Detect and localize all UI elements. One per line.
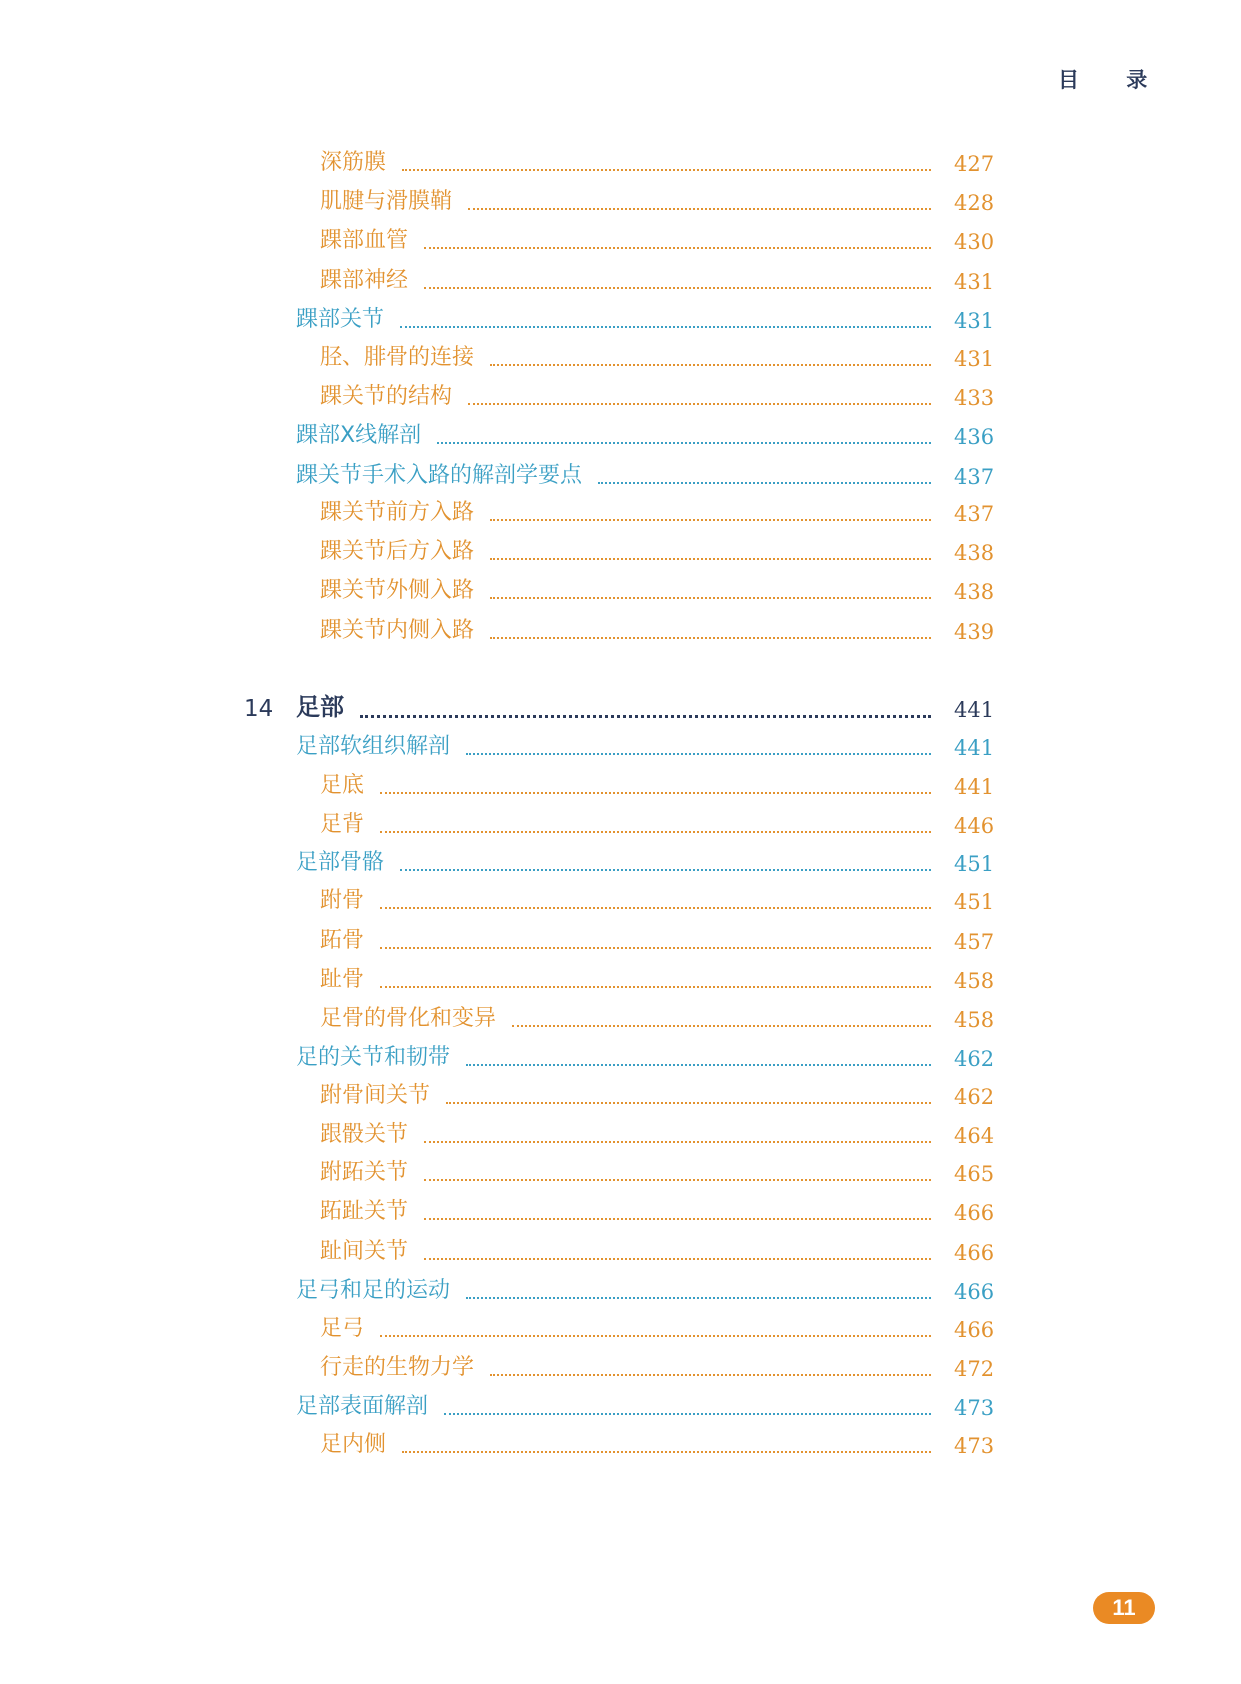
toc-entry-title: 踝部神经 (320, 268, 409, 293)
toc-entry-title: 踝部血管 (320, 228, 409, 253)
toc-entry-page-number: 430 (954, 230, 995, 254)
toc-entry (0, 417, 1241, 453)
toc-entry-title: 踝关节后方入路 (320, 539, 475, 564)
toc-entry-page-number: 427 (954, 152, 995, 176)
toc-entry-title: 跖趾关节 (320, 1199, 409, 1224)
toc-entry-title: 足弓和足的运动 (296, 1278, 451, 1303)
dotted-leader (468, 403, 931, 405)
toc-entry-page-number: 465 (954, 1162, 995, 1186)
toc-entry-page-number: 441 (954, 775, 995, 799)
toc-entry (0, 1077, 1241, 1113)
toc-entry-title: 足部软组织解剖 (296, 734, 451, 759)
toc-entry (0, 961, 1241, 997)
toc-entry-page-number: 457 (954, 930, 995, 954)
toc-entry-page-number: 462 (954, 1085, 995, 1109)
toc-entry-title: 踝部X线解剖 (296, 423, 422, 448)
toc-entry (0, 494, 1241, 530)
toc-entry-title: 跖骨 (320, 928, 365, 953)
toc-entry-title: 足背 (320, 812, 365, 837)
toc-entry-page-number: 436 (954, 425, 995, 449)
dotted-leader (360, 715, 931, 718)
toc-entry (0, 378, 1241, 414)
toc-entry (0, 612, 1241, 648)
toc-entry-page-number: 441 (954, 736, 995, 760)
dotted-leader (446, 1102, 931, 1104)
toc-entry-page-number: 466 (954, 1241, 995, 1265)
toc-entry-title: 踝关节内侧入路 (320, 618, 475, 643)
toc-entry-title: 足骨的骨化和变异 (320, 1006, 497, 1031)
dotted-leader (424, 1141, 931, 1143)
toc-entry-title: 足的关节和韧带 (296, 1045, 451, 1070)
toc-entry-title: 足内侧 (320, 1432, 387, 1457)
toc-entry-page-number: 464 (954, 1124, 995, 1148)
toc-entry (0, 1349, 1241, 1385)
dotted-leader (444, 1413, 931, 1415)
toc-entry (0, 1388, 1241, 1424)
dotted-leader (490, 519, 931, 521)
dotted-leader (380, 907, 931, 909)
toc-entry (0, 1000, 1241, 1036)
toc-entry-title: 足部 (296, 693, 344, 721)
dotted-leader (400, 326, 931, 328)
toc-entry (0, 1116, 1241, 1152)
toc-entry-page-number: 431 (954, 309, 995, 333)
dotted-leader (424, 1179, 931, 1181)
toc-entry (0, 806, 1241, 842)
dotted-leader (380, 986, 931, 988)
dotted-leader (490, 364, 931, 366)
toc-entry (0, 572, 1241, 608)
toc-entry (0, 1193, 1241, 1229)
toc-entry-title: 深筋膜 (320, 150, 387, 175)
page-number-badge: 11 (1093, 1592, 1155, 1624)
toc-entry (0, 301, 1241, 337)
toc-entry-title: 踝关节的结构 (320, 384, 453, 409)
running-header-title: 目 录 (1058, 67, 1168, 92)
toc-entry (0, 767, 1241, 803)
toc-entry-page-number: 431 (954, 347, 995, 371)
toc-entry-page-number: 451 (954, 852, 995, 876)
dotted-leader (424, 247, 931, 249)
toc-entry-page-number: 439 (954, 620, 995, 644)
toc-entry-title: 胫、腓骨的连接 (320, 345, 475, 370)
toc-entry (0, 339, 1241, 375)
toc-entry-page-number: 441 (954, 698, 995, 722)
toc-entry-page-number: 428 (954, 191, 995, 215)
toc-entry (0, 922, 1241, 958)
chapter-number: 14 (244, 696, 274, 722)
toc-entry (0, 457, 1241, 493)
toc-entry-page-number: 451 (954, 890, 995, 914)
toc-entry-page-number: 446 (954, 814, 995, 838)
toc-entry-page-number: 438 (954, 541, 995, 565)
dotted-leader (490, 637, 931, 639)
toc-entry-page-number: 458 (954, 1008, 995, 1032)
toc-entry-page-number: 462 (954, 1047, 995, 1071)
toc-entry-title: 踝部关节 (296, 307, 385, 332)
toc-entry-title: 趾间关节 (320, 1239, 409, 1264)
toc-entry-page-number: 458 (954, 969, 995, 993)
dotted-leader (380, 1335, 931, 1337)
dotted-leader (380, 947, 931, 949)
toc-entry-title: 踝关节前方入路 (320, 500, 475, 525)
toc-entry (0, 262, 1241, 298)
dotted-leader (402, 1451, 931, 1453)
dotted-leader (424, 1218, 931, 1220)
toc-entry-page-number: 438 (954, 580, 995, 604)
toc-entry-page-number: 473 (954, 1396, 995, 1420)
toc-entry-page-number: 466 (954, 1280, 995, 1304)
toc-entry (0, 690, 1241, 726)
toc-entry (0, 1154, 1241, 1190)
toc-entry-page-number: 473 (954, 1434, 995, 1458)
toc-entry (0, 728, 1241, 764)
toc-entry-title: 趾骨 (320, 967, 365, 992)
dotted-leader (468, 208, 931, 210)
toc-entry-title: 肌腱与滑膜鞘 (320, 189, 453, 214)
toc-entry-title: 足部表面解剖 (296, 1394, 429, 1419)
toc-entry (0, 533, 1241, 569)
toc-entry-title: 跟骰关节 (320, 1122, 409, 1147)
dotted-leader (380, 831, 931, 833)
toc-entry-page-number: 437 (954, 465, 995, 489)
toc-entry-title: 跗跖关节 (320, 1160, 409, 1185)
dotted-leader (402, 169, 931, 171)
toc-entry (0, 1233, 1241, 1269)
dotted-leader (466, 753, 931, 755)
toc-entry (0, 1426, 1241, 1462)
toc-entry-title: 跗骨 (320, 888, 365, 913)
dotted-leader (400, 869, 931, 871)
dotted-leader (598, 482, 931, 484)
toc-entry-page-number: 466 (954, 1318, 995, 1342)
dotted-leader (490, 597, 931, 599)
toc-entry-page-number: 472 (954, 1357, 995, 1381)
toc-entry (0, 844, 1241, 880)
dotted-leader (424, 287, 931, 289)
toc-entry-title: 足部骨骼 (296, 850, 385, 875)
toc-entry (0, 1272, 1241, 1308)
toc-entry (0, 222, 1241, 258)
toc-entry-title: 跗骨间关节 (320, 1083, 431, 1108)
dotted-leader (490, 558, 931, 560)
dotted-leader (380, 792, 931, 794)
toc-entry-page-number: 466 (954, 1201, 995, 1225)
dotted-leader (466, 1297, 931, 1299)
dotted-leader (490, 1374, 931, 1376)
toc-entry (0, 1310, 1241, 1346)
toc-entry-title: 足底 (320, 773, 365, 798)
dotted-leader (437, 442, 931, 444)
toc-entry-page-number: 437 (954, 502, 995, 526)
dotted-leader (466, 1064, 931, 1066)
toc-entry-page-number: 431 (954, 270, 995, 294)
toc-entry-title: 踝关节手术入路的解剖学要点 (296, 463, 583, 488)
toc-entry (0, 1039, 1241, 1075)
toc-entry-title: 踝关节外侧入路 (320, 578, 475, 603)
toc-entry (0, 882, 1241, 918)
toc-entry-page-number: 433 (954, 386, 995, 410)
toc-entry-title: 行走的生物力学 (320, 1355, 475, 1380)
dotted-leader (512, 1025, 931, 1027)
toc-entry-title: 足弓 (320, 1316, 365, 1341)
toc-entry (0, 183, 1241, 219)
toc-entry (0, 144, 1241, 180)
dotted-leader (424, 1258, 931, 1260)
